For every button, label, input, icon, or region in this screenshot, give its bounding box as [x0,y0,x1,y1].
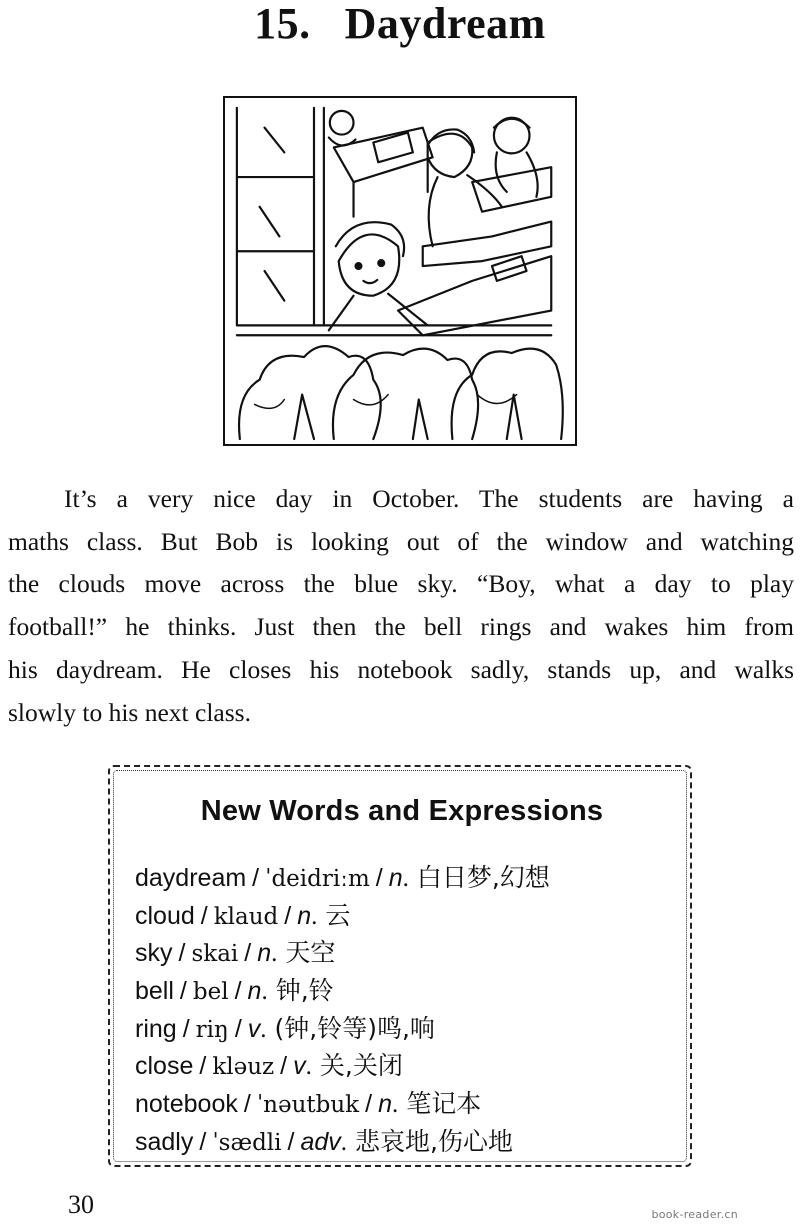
vocabulary-entry: bell / bel / n. 钟,铃 [135,976,334,1006]
vocab-pos: n [378,1090,392,1119]
vocab-pos: v [293,1052,306,1081]
vocabulary-entry: cloud / klaud / n. 云 [135,900,351,930]
story-line: his daydream. He closes his notebook sadly, stands up, and walks [8,654,794,684]
vocabulary-entry: ring / riŋ / v. (钟,铃等)鸣,响 [135,1013,435,1043]
story-line: maths class. But Bob is looking out of the window and watching [8,526,794,556]
classroom-illustration [223,96,577,446]
vocab-pos: n [297,901,312,930]
vocab-meaning: 白日梦,幻想 [416,863,550,892]
vocab-ipa: klaud [213,903,279,930]
vocab-ipa: skai [191,941,239,968]
watermark: book-reader.cn [651,1208,738,1221]
vocab-meaning: 笔记本 [406,1089,482,1119]
vocab-meaning: 悲哀地,伤心地 [355,1126,513,1156]
classroom-drawing [225,98,575,444]
vocab-word: notebook [135,1090,238,1119]
vocab-word: close [135,1052,194,1081]
vocab-pos: n [388,864,403,892]
vocab-word: bell [135,977,174,1006]
vocabulary-list [135,859,675,1161]
vocab-ipa: riŋ [195,1016,229,1043]
story-text [8,478,794,734]
vocabulary-box [108,765,692,1167]
vocab-pos: n [247,977,262,1006]
story-line: the clouds move across the blue sky. “Boy, what a day to play [8,569,794,599]
vocab-meaning: 钟,铃 [275,976,334,1006]
vocab-word: cloud [135,901,195,930]
vocabulary-entry: close / kləuz / v. 关,关闭 [135,1051,403,1081]
vocabulary-entry: notebook / ˈnəutbuk / n. 笔记本 [135,1089,482,1119]
vocab-meaning: (钟,铃等)鸣,响 [274,1013,435,1043]
vocabulary-heading: New Words and Expressions [200,795,604,827]
vocab-meaning: 云 [325,900,351,930]
vocab-ipa: ˈdeidriːm [265,866,370,892]
story-line: slowly to his next class. [8,697,251,727]
vocab-word: ring [135,1014,177,1043]
vocab-meaning: 天空 [285,938,336,968]
vocab-word: daydream [135,864,247,892]
vocabulary-entry: daydream / ˈdeidriːm / n. 白日梦,幻想 [135,863,550,892]
vocab-word: sadly [135,1127,194,1156]
vocab-pos: v [247,1014,261,1043]
vocab-pos: adv [300,1127,341,1156]
page-number: 30 [68,1190,94,1219]
lesson-number: 15. [254,0,311,48]
vocabulary-entry: sky / skai / n. 天空 [135,938,336,968]
vocab-meaning: 关,关闭 [319,1051,403,1081]
lesson-title [0,0,800,48]
vocab-pos: n [257,939,272,968]
vocab-ipa: ˈsædli [212,1129,282,1156]
vocab-ipa: bel [192,979,229,1006]
vocabulary-entry: sadly / ˈsædli / adv. 悲哀地,伤心地 [135,1126,513,1156]
vocab-word: sky [135,939,173,968]
vocab-ipa: ˈnəutbuk [256,1092,360,1119]
vocab-ipa: kləuz [212,1054,275,1081]
lesson-name: Daydream [344,0,546,48]
story-line: It’s a very nice day in October. The students are having a [64,484,794,513]
story-line: football!” he thinks. Just then the bell rings and wakes him from [8,612,794,642]
